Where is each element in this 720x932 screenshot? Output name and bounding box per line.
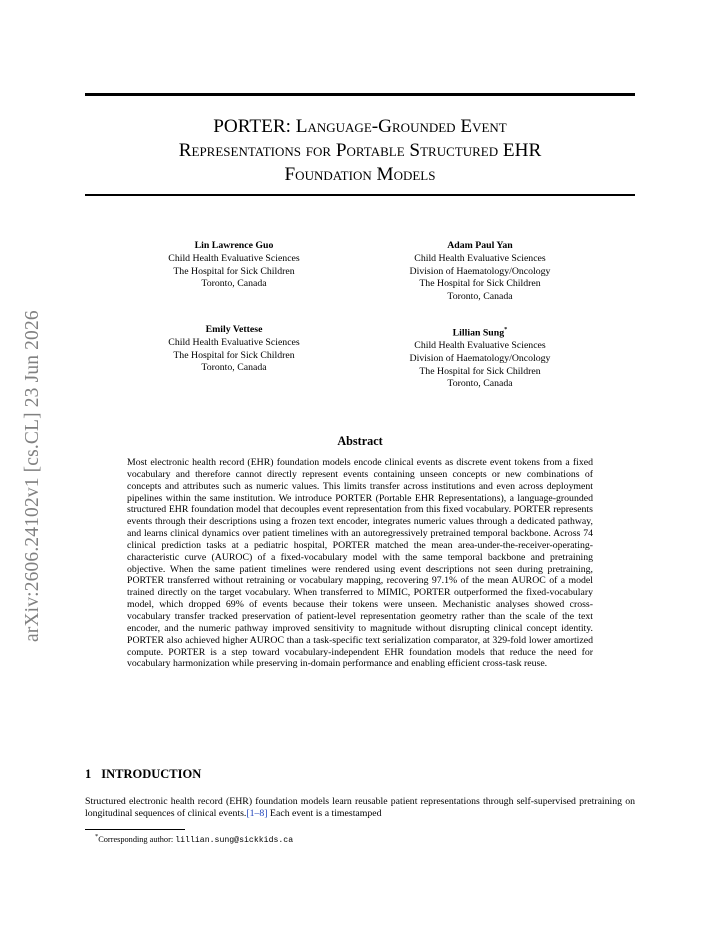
author-block [380, 240, 580, 304]
introduction-paragraph [85, 796, 635, 820]
author-affiliation: Child Health Evaluative Sciences [414, 340, 546, 352]
author-name: Emily Vettese [205, 324, 263, 335]
title-line: PORTER: Language-Grounded Event [213, 116, 507, 137]
footnote-email[interactable]: lillian.sung@sickkids.ca [175, 835, 294, 845]
arxiv-identifier-stamp [22, 262, 44, 642]
author-affiliation: The Hospital for Sick Children [419, 365, 541, 377]
title-line: Representations for Portable Structured EHR [178, 140, 542, 161]
abstract-heading: Abstract [337, 434, 383, 448]
author-affiliation: The Hospital for Sick Children [173, 349, 295, 361]
author-affiliation: Toronto, Canada [447, 378, 513, 390]
author-block [134, 324, 334, 375]
author-affiliation: Child Health Evaluative Sciences [414, 252, 546, 264]
author-name: Lillian Sung* [452, 326, 508, 339]
author-affiliation: Division of Haematology/Oncology [409, 265, 551, 277]
footnote-label: Corresponding author: [98, 834, 176, 844]
author-name: Adam Paul Yan [447, 240, 513, 251]
introduction-text: Structured electronic health record (EHR) foundation models learn reusable patient representations through self-supervised pretraining on longitudinal sequences of clinical events. [85, 796, 635, 819]
section-heading-introduction [85, 767, 201, 782]
author-block [134, 240, 334, 291]
title-bottom-rule [85, 194, 635, 196]
author-name: Lin Lawrence Guo [194, 240, 274, 251]
author-affiliation: Toronto, Canada [201, 278, 267, 290]
section-title: INTRODUCTION [101, 767, 202, 781]
paper-title [85, 115, 635, 187]
footnote [95, 833, 293, 845]
author-affiliation: The Hospital for Sick Children [173, 265, 295, 277]
introduction-text-continued: Each event is a timestamped [267, 808, 382, 819]
author-affiliation: Toronto, Canada [447, 291, 513, 303]
footnote-rule [85, 829, 185, 830]
author-affiliation: Division of Haematology/Oncology [409, 352, 551, 364]
citation-link[interactable]: [1–8] [246, 808, 268, 819]
title-top-rule [85, 93, 635, 96]
author-affiliation: The Hospital for Sick Children [419, 278, 541, 290]
footnote-mark: * [95, 833, 99, 840]
author-affiliation: Child Health Evaluative Sciences [168, 336, 300, 348]
author-block [380, 324, 580, 391]
title-line: Foundation Models [284, 164, 436, 185]
author-affiliation: Toronto, Canada [201, 362, 267, 374]
corresponding-mark: * [504, 326, 508, 333]
section-number: 1 [85, 767, 92, 781]
abstract-text: Most electronic health record (EHR) foundation models encode clinical events as discrete event tokens from a fixed vocabulary and therefore cannot directly represent events containing unseen concepts or new combinations of concepts and attributes such as numeric values. This limits transfer across institutions and even across deployment pipelines within the same institution. We introduce PORTER (Portable EHR Representations), a language-grounded structured EHR foundation model that decouples event representation from this fixed vocabulary. PORTER represents events through their descriptions using a frozen text encoder, integrates numeric values through a dedicated pathway, and learns clinical dynamics over patient timelines with an autoregressively pretrained temporal backbone. Across 74 clinical prediction tasks at a pediatric hospital, PORTER matched the mean area-under-the-receiver-operating-characteristic curve (AUROC) of a fixed-vocabulary model with the same temporal backbone and pretraining objective. When the same patient timelines were rendered using event descriptions not seen during pretraining, PORTER transferred without retraining or vocabulary mapping, recovering 97.1% of the mean AUROC of a model trained directly on the target vocabulary. When transferred to MIMIC, PORTER outperformed the fixed-vocabulary model, which dropped 69% of events because their tokens were unseen. Mechanistic analyses showed cross-vocabulary transfer tracked preservation of patient-level representation geometry rather than the scale of the text encoder, and the numeric pathway improved sensitivity to magnitude without disrupting clinical concept identity. PORTER also achieved higher AUROC than a task-specific text serialization comparator, at 329-fold lower amortized compute. PORTER is a step toward vocabulary-independent EHR foundation models that reduce the need for vocabulary harmonization while preserving in-domain performance and enabling efficient cross-task reuse. [127, 457, 593, 670]
arxiv-identifier-text: arXiv:2606.24102v1 [cs.CL] 23 Jun 2026 [22, 310, 43, 642]
author-affiliation: Child Health Evaluative Sciences [168, 252, 300, 264]
